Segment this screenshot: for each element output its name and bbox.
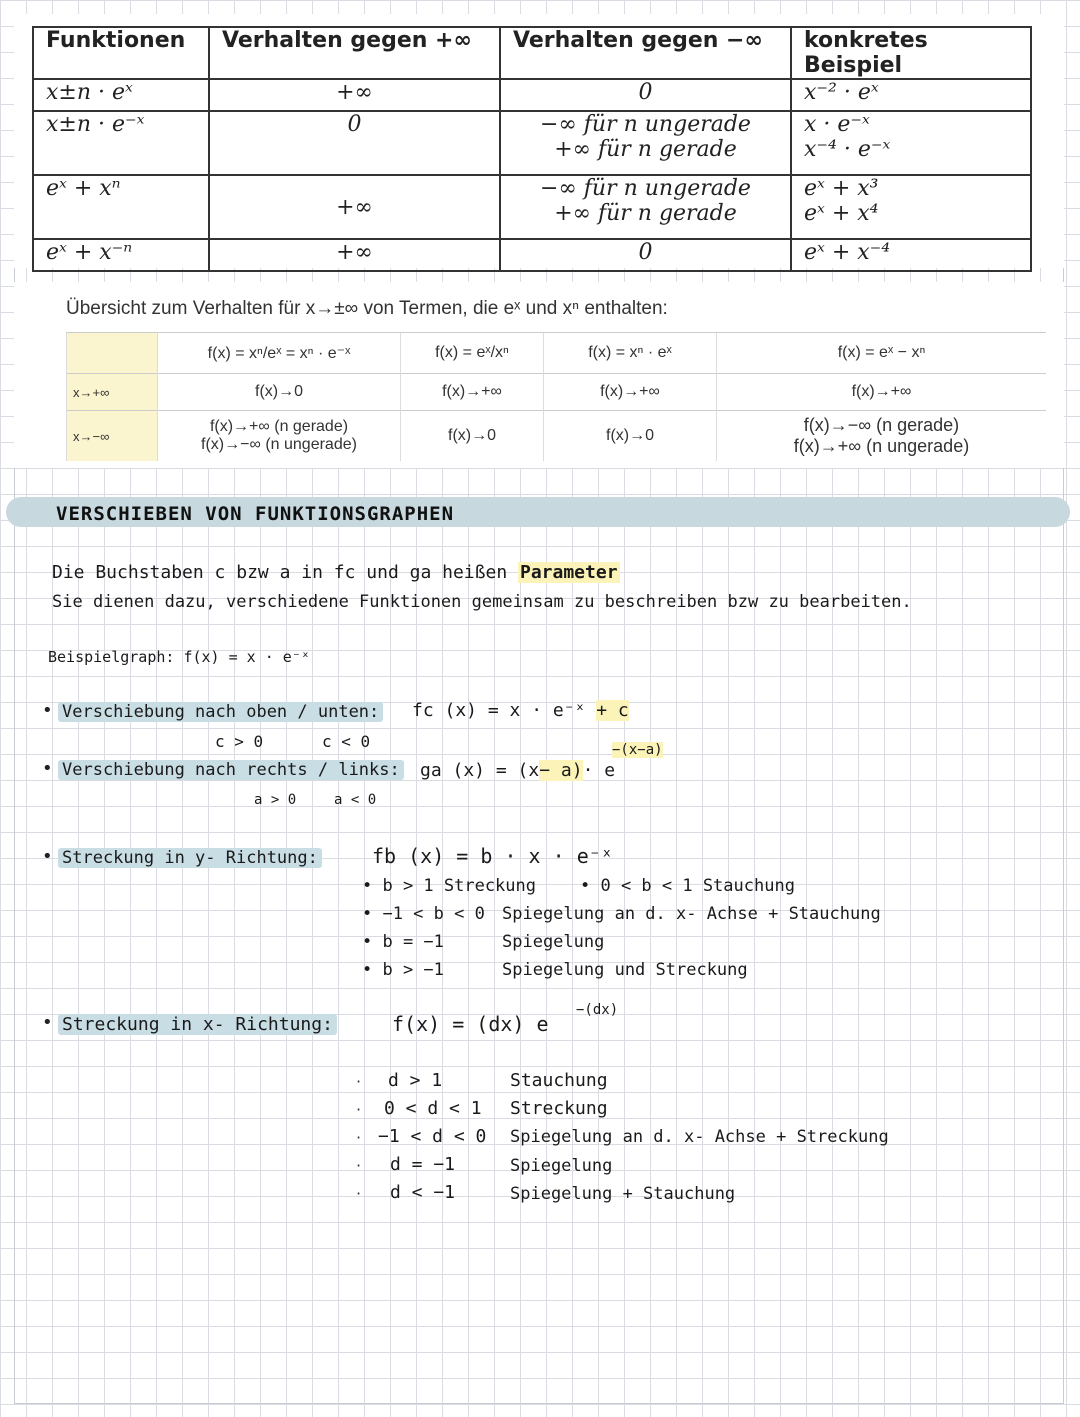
row2-example-b: x⁻⁴ · e⁻ˣ [804, 137, 891, 162]
row2-minus-odd: −∞ für n ungerade [540, 112, 751, 137]
stretch-x-label-wrap [58, 1014, 337, 1035]
shift-x-formula-wrap [420, 760, 615, 781]
overview-header-3: f(x) = xⁿ · eˣ [544, 333, 717, 374]
stretch-y-case-4a: • b > −1 [362, 960, 444, 980]
row4-function: eˣ + x⁻ⁿ [33, 239, 209, 271]
row1-minus: 0 [500, 79, 791, 111]
shift-x-label-wrap [58, 760, 404, 780]
bullet-4: • [42, 1012, 53, 1033]
row2-example [791, 111, 1031, 175]
stretch-x-case-2a: 0 < d < 1 [384, 1098, 482, 1119]
row3-example-a: eˣ + x³ [804, 176, 879, 201]
shift-y-c-pos: c > 0 [215, 732, 264, 751]
overview-pos-1: f(x)→0 [158, 374, 401, 411]
header-example: konkretes Beispiel [791, 27, 1031, 79]
stretch-y-case-1a: • b > 1 Streckung [362, 876, 536, 896]
stretch-y-case-3b: Spiegelung [502, 932, 605, 952]
stretch-x-label: Streckung in x- Richtung: [58, 1014, 337, 1035]
row2-example-a: x · e⁻ˣ [804, 112, 870, 137]
row4-example: eˣ + x⁻⁴ [791, 239, 1031, 271]
intro-text: Die Buchstaben c bzw a in fc und ga heißen [52, 562, 508, 583]
stretch-x-formula: f(x) = (dx) e [392, 1012, 549, 1036]
row3-example [791, 175, 1031, 239]
stretch-y-label: Streckung in y- Richtung: [58, 848, 322, 868]
overview-neg-2: f(x)→0 [401, 411, 544, 462]
shift-y-label: Verschiebung nach oben / unten: [58, 702, 383, 722]
stretch-y-case-2b: Spiegelung an d. x- Achse + Stauchung [502, 904, 881, 924]
stretch-x-case-4b: Spiegelung [510, 1156, 613, 1176]
overview-title: Übersicht zum Verhalten für x→±∞ von Termen, die eˣ und xⁿ enthalten: [66, 298, 668, 319]
stretch-y-formula: fb (x) = b · x · e⁻ˣ [372, 844, 613, 868]
behavior-table-printed [14, 14, 1064, 268]
row3-plus: +∞ [209, 175, 500, 239]
stretch-y-case-3a: • b = −1 [362, 932, 444, 952]
stretch-x-case-4a: d = −1 [390, 1154, 456, 1175]
row1-example: x⁻² · eˣ [791, 79, 1031, 111]
overview-pos-3: f(x)→+∞ [544, 374, 717, 411]
overview-neg-4-even: f(x)→−∞ (n gerade) [803, 415, 960, 435]
bullet-1: • [42, 700, 53, 721]
row2-minus [500, 111, 791, 175]
shift-x-formula-c: · e [582, 760, 616, 781]
row3-example-b: eˣ + x⁴ [804, 201, 879, 226]
shift-x-label: Verschiebung nach rechts / links: [58, 760, 404, 780]
row2-minus-even: +∞ für n gerade [554, 137, 737, 162]
overview-pos-2: f(x)→+∞ [401, 374, 544, 411]
bullet-3: • [42, 846, 53, 867]
stretch-x-exponent: −(dx) [576, 1002, 619, 1018]
stretch-y-case-1b: • 0 < b < 1 Stauchung [580, 876, 795, 896]
shift-y-formula-wrap [412, 700, 629, 721]
stretch-x-case-3a: −1 < d < 0 [378, 1126, 487, 1147]
row2-function: x±n · e⁻ˣ [33, 111, 209, 175]
overview-neg-4-odd: f(x)→+∞ (n ungerade) [793, 436, 970, 456]
stretch-x-case-5b: Spiegelung + Stauchung [510, 1184, 736, 1204]
shift-x-formula-a: ga (x) = (x [420, 760, 540, 781]
intro-line-1 [52, 562, 620, 583]
shift-x-a-pos: a > 0 [254, 792, 297, 808]
overview-neg-1 [158, 411, 401, 462]
stretch-y-case-2a: • −1 < b < 0 [362, 904, 485, 924]
dot-sx4: · [356, 1156, 362, 1175]
header-functions: Funktionen [33, 27, 209, 79]
stretch-x-case-1a: d > 1 [388, 1070, 443, 1091]
example-graph: Beispielgraph: f(x) = x · e⁻ˣ [48, 648, 310, 666]
overview-table [66, 332, 1046, 461]
row3-minus [500, 175, 791, 239]
shift-y-c-neg: c < 0 [322, 732, 371, 751]
parameter-term: Parameter [520, 562, 618, 583]
row1-function: x±n · eˣ [33, 79, 209, 111]
overview-neg-1-even: f(x)→+∞ (n gerade) [209, 418, 349, 435]
header-plus-infinity: Verhalten gegen +∞ [209, 27, 500, 79]
overview-header-2: f(x) = eˣ/xⁿ [401, 333, 544, 374]
overview-row-neg-label: x→−∞ [67, 411, 158, 462]
dot-sx3: · [356, 1128, 362, 1147]
shift-x-a-neg: a < 0 [334, 792, 377, 808]
overview-header-4: f(x) = eˣ − xⁿ [717, 333, 1047, 374]
row2-plus: 0 [209, 111, 500, 175]
row3-minus-odd: −∞ für n ungerade [540, 176, 751, 201]
shift-x-exponent [612, 742, 663, 758]
row3-minus-even: +∞ für n gerade [554, 201, 737, 226]
overview-pos-4: f(x)→+∞ [717, 374, 1047, 411]
stretch-x-case-1b: Stauchung [510, 1070, 608, 1091]
overview-header-1: f(x) = xⁿ/eˣ = xⁿ · e⁻ˣ [158, 333, 401, 374]
dot-sx2: · [356, 1100, 362, 1119]
shift-y-label-wrap [58, 702, 383, 722]
shift-y-formula: fc (x) = x · e⁻ˣ [412, 700, 586, 721]
behavior-table [32, 26, 1032, 272]
row1-plus: +∞ [209, 79, 500, 111]
overview-neg-4 [717, 411, 1047, 462]
shift-x-formula-b: − a) [539, 760, 583, 781]
overview-neg-3: f(x)→0 [544, 411, 717, 462]
stretch-x-case-5a: d < −1 [390, 1182, 456, 1203]
overview-corner [67, 333, 158, 374]
intro-line-2: Sie dienen dazu, verschiedene Funktionen gemeinsam zu beschreiben bzw zu bearbeiten. [52, 592, 912, 612]
stretch-x-case-3b: Spiegelung an d. x- Achse + Streckung [510, 1127, 889, 1147]
section-heading: VERSCHIEBEN VON FUNKTIONSGRAPHEN [56, 503, 455, 525]
stretch-y-case-4b: Spiegelung und Streckung [502, 960, 748, 980]
row4-plus: +∞ [209, 239, 500, 271]
overview-row-pos-label: x→+∞ [67, 374, 158, 411]
row4-minus: 0 [500, 239, 791, 271]
dot-sx5: · [356, 1184, 362, 1203]
section-heading-band [6, 497, 1070, 527]
header-minus-infinity: Verhalten gegen −∞ [500, 27, 791, 79]
stretch-y-label-wrap [58, 848, 322, 868]
bullet-2: • [42, 758, 53, 779]
dot-sx1: · [356, 1072, 362, 1091]
shift-y-plus: + c [596, 700, 629, 721]
row3-function: eˣ + xⁿ [33, 175, 209, 239]
overview-neg-1-odd: f(x)→−∞ (n ungerade) [201, 436, 357, 453]
shift-x-exponent-text: −(x−a) [612, 742, 663, 758]
stretch-x-case-2b: Streckung [510, 1098, 608, 1119]
overview-section [14, 282, 1064, 468]
